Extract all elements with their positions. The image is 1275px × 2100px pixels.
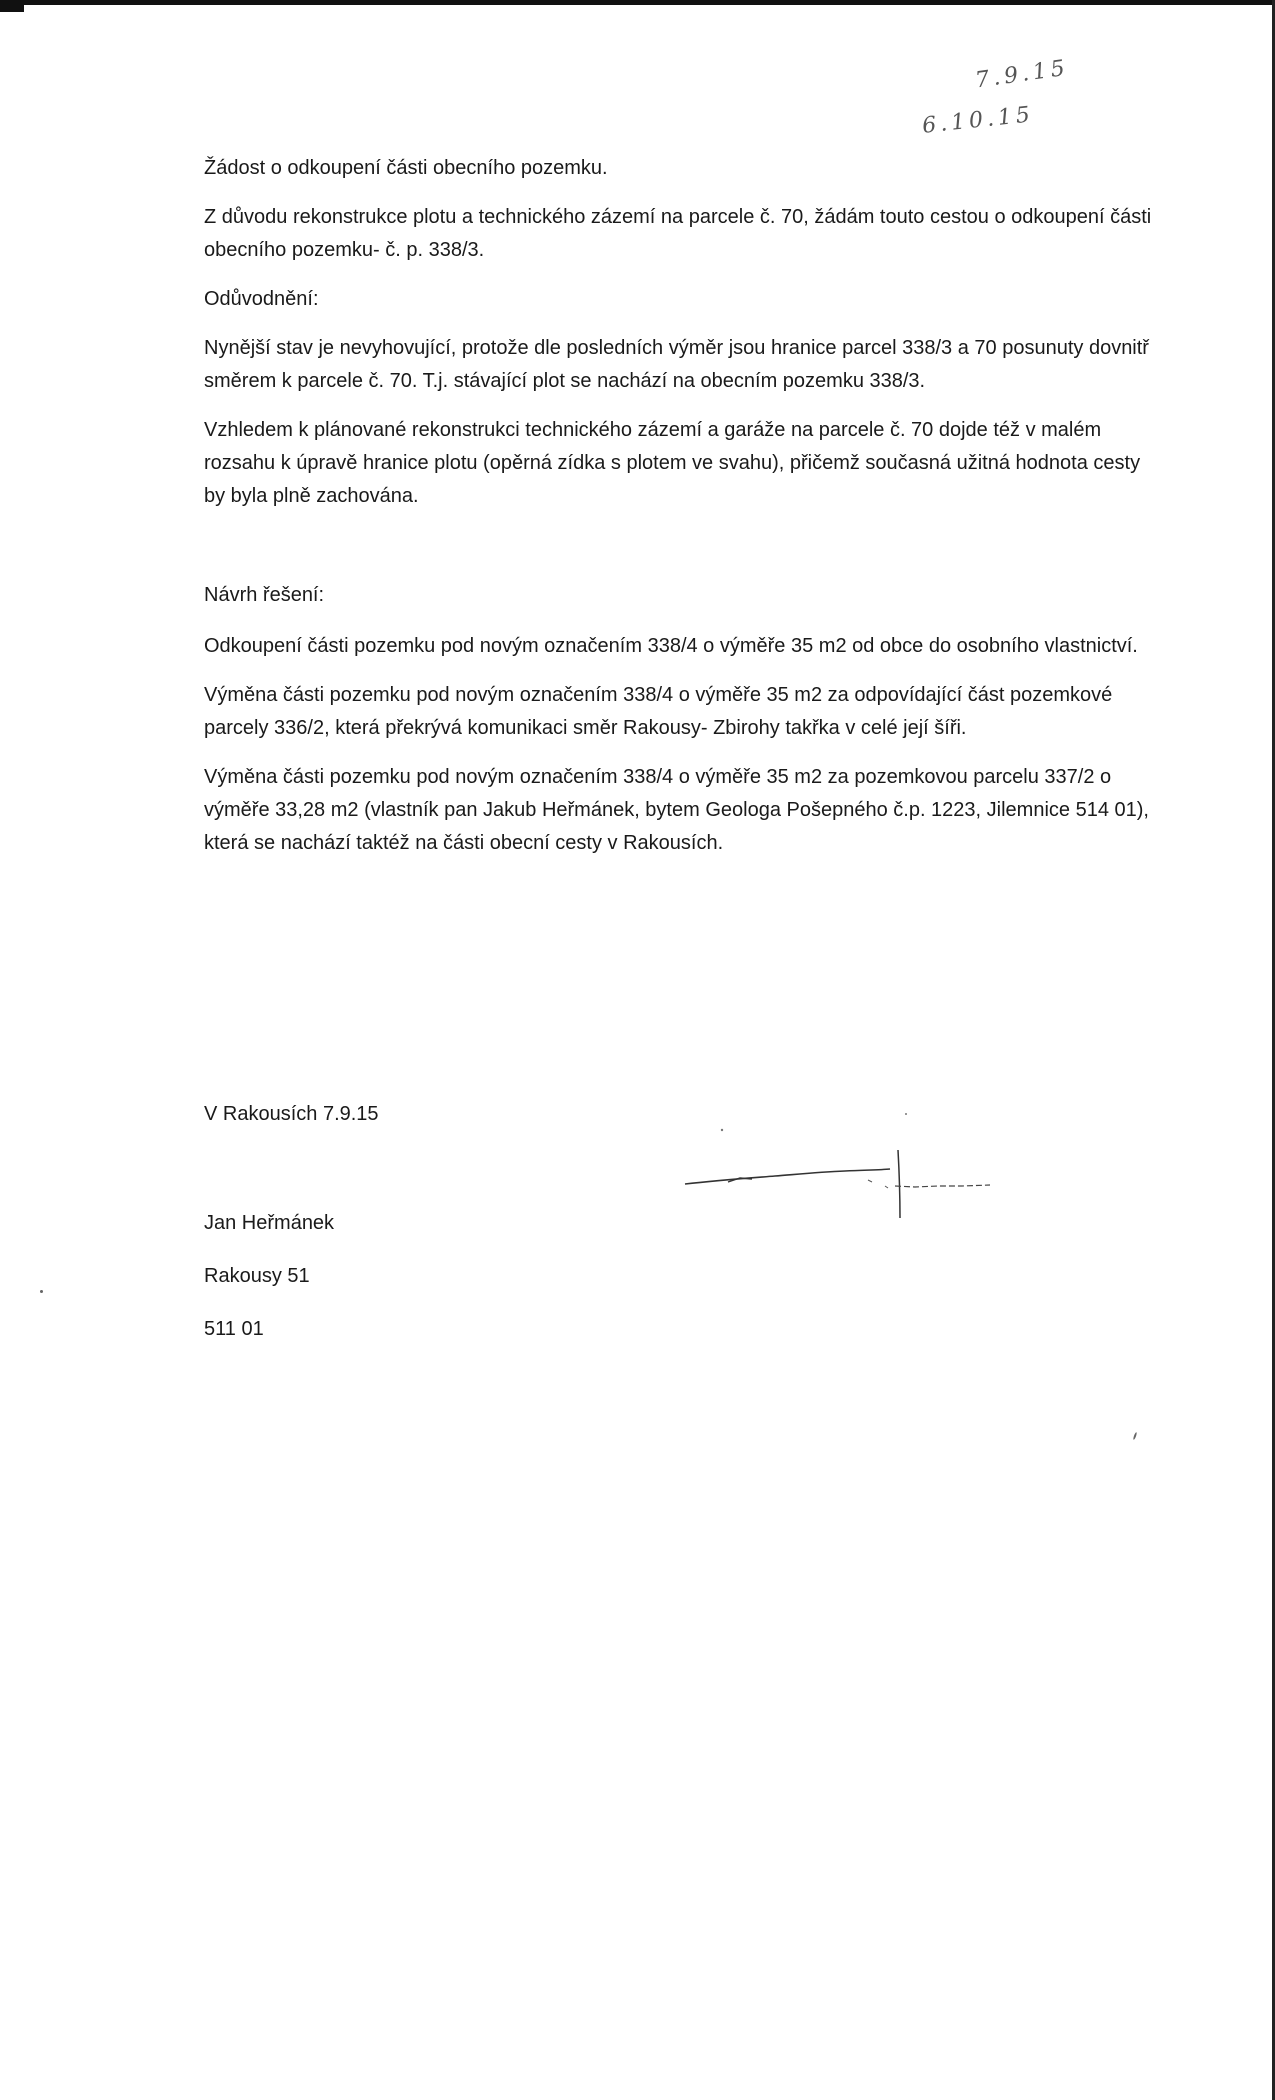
justification-heading: Odůvodnění: (204, 288, 319, 310)
proposal-option-1: Odkoupení části pozemku pod novým označením 338/4 o výměře 35 m2 od obce do osobního vlastnictví. (204, 635, 1138, 657)
place-date: V Rakousích 7.9.15 (204, 1103, 379, 1125)
sender-block (204, 1098, 379, 1346)
sender-postcode: 511 01 (204, 1318, 264, 1340)
handwritten-note-bottom: 6.10.15 (921, 102, 1035, 139)
letter-title: Žádost o odkoupení části obecního pozemku. (204, 157, 608, 179)
letter-body (204, 152, 1164, 860)
scan-speck (1133, 1432, 1138, 1440)
proposal-option-2: Výměna části pozemku pod novým označením 338/4 o výměře 35 m2 za odpovídající část pozemkové parcely 336/2, která překrývá komunikaci směr Rakousy- Zbirohy takřka v celé její šíři. (204, 684, 1113, 739)
handwritten-signature (680, 1108, 1010, 1228)
sender-name: Jan Heřmánek (204, 1212, 335, 1234)
handwritten-note-top: 7.9.15 (973, 55, 1071, 94)
proposal-option-3: Výměna části pozemku pod novým označením 338/4 o výměře 35 m2 za pozemkovou parcelu 337/2 o výměře 33,28 m2 (vlastník pan Jakub Heřmánek, bytem Geologa Pošepného č.p. 1223, Jilemnice 514 01), která se nachází taktéž na části obecní cesty v Rakousích. (204, 766, 1149, 854)
intro-paragraph: Z důvodu rekonstrukce plotu a technického zázemí na parcele č. 70, žádám touto cestou o odkoupení části obecního pozemku- č. p. 338/3. (204, 206, 1152, 261)
scan-edge-top (0, 0, 1275, 5)
justification-paragraph-2: Vzhledem k plánované rekonstrukci technického zázemí a garáže na parcele č. 70 dojde též v malém rozsahu k úpravě hranice plotu (opěrná zídka s plotem ve svahu), přičemž současná užitná hodnota cesty by byla plně zachována. (204, 419, 1141, 507)
proposal-heading: Návrh řešení: (204, 584, 325, 606)
scan-speck (40, 1290, 43, 1293)
justification-paragraph-1: Nynější stav je nevyhovující, protože dle posledních výměr jsou hranice parcel 338/3 a 70 posunuty dovnitř směrem k parcele č. 70. T.j. stávající plot se nachází na obecním pozemku 338/3. (204, 337, 1149, 392)
scan-edge-mark (0, 0, 24, 12)
sender-address: Rakousy 51 (204, 1265, 310, 1287)
